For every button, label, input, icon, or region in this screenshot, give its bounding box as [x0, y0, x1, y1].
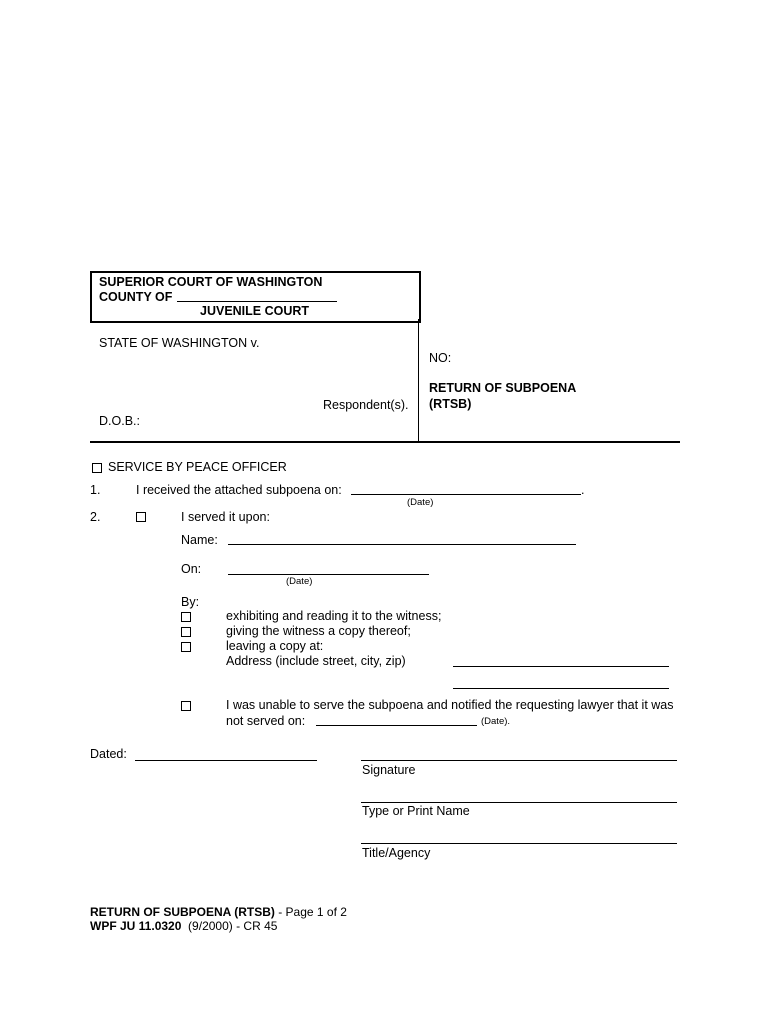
not-served-date-field[interactable]: [316, 725, 477, 726]
title-agency-label: Title/Agency: [362, 846, 431, 860]
footer-form-title: RETURN OF SUBPOENA (RTSB): [90, 905, 275, 919]
address-field-line-1[interactable]: [453, 666, 669, 667]
name-field[interactable]: [228, 544, 576, 545]
item-1-text: I received the attached subpoena on:: [136, 483, 342, 497]
print-name-line[interactable]: [361, 802, 677, 803]
case-number-label: NO:: [429, 351, 452, 365]
footer-form-line: [90, 919, 277, 933]
footer-form-revision: (9/2000) - CR 45: [181, 919, 278, 933]
received-date-field[interactable]: [351, 494, 581, 495]
unable-to-serve-checkbox[interactable]: [181, 701, 191, 711]
case-title: STATE OF WASHINGTON v.: [99, 336, 260, 350]
served-date-field[interactable]: [228, 574, 429, 575]
court-name: SUPERIOR COURT OF WASHINGTON: [99, 275, 323, 289]
document-title: RETURN OF SUBPOENA: [429, 381, 577, 395]
service-peace-officer-checkbox[interactable]: [92, 463, 102, 473]
option-copy-given: giving the witness a copy thereof;: [226, 624, 411, 638]
dob-label: D.O.B.:: [99, 414, 140, 428]
footer-form-number: WPF JU 11.0320: [90, 919, 182, 933]
address-label: Address (include street, city, zip): [226, 654, 406, 668]
item-2-text: I served it upon:: [181, 510, 270, 524]
address-field-line-2[interactable]: [453, 688, 669, 689]
on-label: On:: [181, 562, 202, 576]
option-exhibiting: exhibiting and reading it to the witness;: [226, 609, 442, 623]
county-field[interactable]: [177, 301, 337, 302]
dated-field[interactable]: [135, 760, 317, 761]
footer-title-line: [90, 905, 347, 919]
caption-divider: [418, 319, 419, 441]
served-checkbox[interactable]: [136, 512, 146, 522]
item-1-number: 1.: [90, 483, 101, 497]
title-agency-line[interactable]: [361, 843, 677, 844]
signature-line[interactable]: [361, 760, 677, 761]
not-served-label: not served on:: [226, 714, 306, 728]
item-2-number: 2.: [90, 510, 101, 524]
received-date-caption: (Date): [407, 497, 434, 508]
copy-given-checkbox[interactable]: [181, 627, 191, 637]
respondent-label: Respondent(s).: [323, 398, 409, 412]
court-division: JUVENILE COURT: [200, 304, 310, 318]
not-served-date-caption: (Date).: [481, 716, 511, 727]
dated-label: Dated:: [90, 747, 127, 761]
by-label: By:: [181, 595, 200, 609]
footer-page-info: - Page 1 of 2: [274, 905, 347, 919]
document-code: (RTSB): [429, 397, 472, 411]
copy-left-checkbox[interactable]: [181, 642, 191, 652]
signature-label: Signature: [362, 763, 416, 777]
print-name-label: Type or Print Name: [362, 804, 470, 818]
item-1-period: .: [581, 483, 585, 497]
name-label: Name:: [181, 533, 218, 547]
caption-rule: [90, 441, 680, 443]
exhibiting-checkbox[interactable]: [181, 612, 191, 622]
option-copy-left: leaving a copy at:: [226, 639, 324, 653]
county-label: COUNTY OF: [99, 290, 173, 304]
served-date-caption: (Date): [286, 576, 313, 587]
unable-text: I was unable to serve the subpoena and notified the requesting lawyer that it was: [226, 698, 674, 712]
service-heading: SERVICE BY PEACE OFFICER: [108, 460, 287, 474]
